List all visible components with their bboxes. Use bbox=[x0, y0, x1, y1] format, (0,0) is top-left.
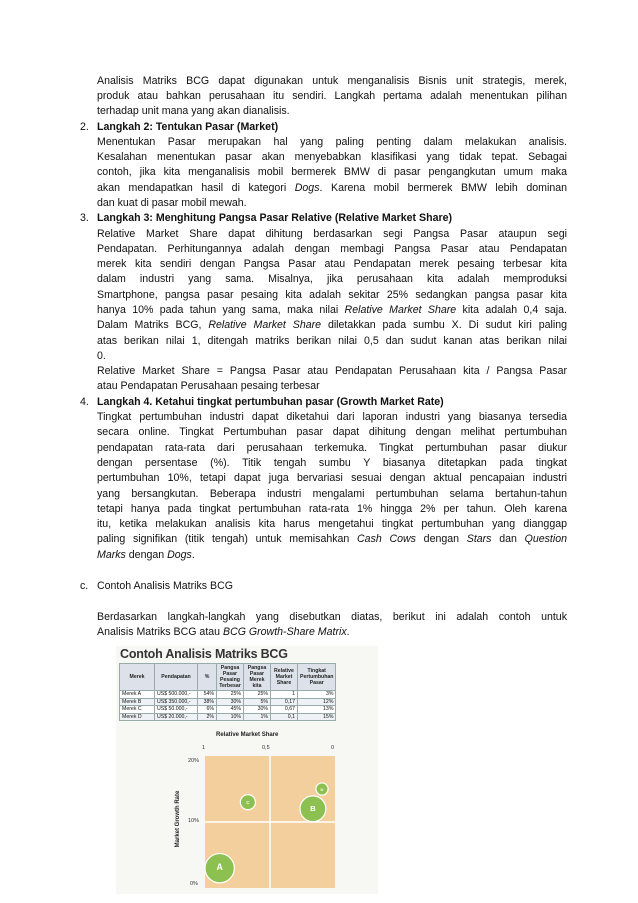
step3-line-5: Smartphone, pangsa pasar pesaing kita adalah sekitar 25% sedangkan pangsa pasar kita bbox=[97, 289, 567, 301]
step3-line-9: 0. bbox=[97, 350, 106, 362]
table-cell: 12% bbox=[298, 698, 336, 706]
step3-formula-line-2: atau Pendapatan Perusahaan pesaing terbesar bbox=[97, 380, 320, 392]
column-header: Tingkat Pertumbuhan Pasar bbox=[298, 664, 336, 691]
section-c-paragraph-line-1: Berdasarkan langkah-langkah yang disebutkan diatas, berikut ini adalah contoh untuk bbox=[97, 611, 567, 623]
y-axis-label: Market Growth Rate bbox=[175, 790, 181, 848]
table-row bbox=[120, 713, 336, 721]
figure-title: Contoh Analisis Matriks BCG bbox=[120, 647, 288, 661]
table-cell: 45% bbox=[217, 706, 244, 714]
table-cell: 6% bbox=[198, 706, 217, 714]
table-cell: US$ 350.000,- bbox=[155, 698, 198, 706]
table-cell: Merek B bbox=[120, 698, 155, 706]
step4-line-10: Marks dengan Dogs. bbox=[97, 549, 195, 561]
column-header: Pendapatan bbox=[155, 664, 198, 691]
bubble-label-c: C bbox=[246, 800, 250, 806]
table-cell: 1 bbox=[271, 691, 298, 699]
step4-heading: Langkah 4. Ketahui tingkat pertumbuhan pasar (Growth Market Rate) bbox=[97, 396, 444, 408]
column-header: Merek bbox=[120, 664, 155, 691]
table-cell: 2% bbox=[198, 713, 217, 721]
x-tick-0-5: 0,5 bbox=[262, 745, 270, 751]
intro-line-2: produk atau bahkan perusahaan itu sendiri. Langkah pertama adalah menentukan pilihan bbox=[97, 90, 567, 102]
table-cell: 10% bbox=[217, 713, 244, 721]
step4-line-4: dengan persentase (%). Titik tengah sumbu Y biasanya ditetapkan pada tingkat bbox=[97, 457, 567, 469]
step3-line-7: Dalam Matriks BCG, Relative Market Share diletakkan pada sumbu X. Di sudut kiri paling bbox=[97, 319, 567, 331]
step4-line-7: tetapi hanya pada tingkat pertumbuhan rata-rata 1% hingga 2% per tahun. Oleh karena bbox=[97, 503, 567, 515]
step3-line-2: Pendapatan. Perhitungannya adalah dengan membagi Pangsa Pasar atau Pendapatan bbox=[97, 243, 567, 255]
table-cell: 15% bbox=[298, 713, 336, 721]
y-tick-20: 20% bbox=[188, 758, 200, 764]
step4-line-8: itu, ketika melakukan analisis kita harus mengetahui tingkat pertumbuhan yang dianggap bbox=[97, 518, 567, 530]
table-cell: Merek C bbox=[120, 706, 155, 714]
bubble-label-a: A bbox=[216, 862, 223, 873]
table-cell: 0,67 bbox=[271, 706, 298, 714]
column-header: Pangsa Pasar Merek kita bbox=[244, 664, 271, 691]
table-cell: 13% bbox=[298, 706, 336, 714]
step2-heading: Langkah 2: Tentukan Pasar (Market) bbox=[97, 121, 279, 133]
table-header-row bbox=[120, 664, 336, 691]
step3-line-6: hanya 10% pada tahun yang sama, maka nilai Relative Market Share kita adalah 0,4 saja. bbox=[97, 304, 567, 316]
table-cell: US$ 500.000,- bbox=[155, 691, 198, 699]
bubble-label-b: B bbox=[310, 803, 316, 813]
step4-line-6: yang bersangkutan. Beberapa industri mengalami pertumbuhan selama bertahun-tahun bbox=[97, 488, 567, 500]
x-tick-0: 0 bbox=[331, 745, 335, 751]
step4-line-3: pendapatan rata-rata dari perusahaan terkemuka. Tingkat pertumbuhan pasar diukur bbox=[97, 442, 567, 454]
step2-line-1: Menentukan Pasar merupakan hal yang paling penting dalam melakukan analisis. bbox=[97, 136, 567, 148]
table-row bbox=[120, 706, 336, 714]
table-cell: 0,1 bbox=[271, 713, 298, 721]
table-cell: Merek A bbox=[120, 691, 155, 699]
table-cell: 1% bbox=[244, 713, 271, 721]
intro-line-3: terhadap unit mana yang akan dianalisis. bbox=[97, 105, 290, 117]
step2-number: 2. bbox=[80, 121, 89, 133]
table-cell: 3% bbox=[298, 691, 336, 699]
table-cell: 5% bbox=[244, 698, 271, 706]
step2-line-4: akan mendapatkan hasil di kategori Dogs. Karena mobil bermerek BMW lebih dominan bbox=[97, 182, 568, 194]
step2-line-3: contoh, jika kita menganalisis mobil bermerek BMW di pasar pengangkutan umum maka bbox=[97, 166, 567, 178]
step2-line-5: dan kuat di pasar mobil mewah. bbox=[97, 197, 247, 209]
bcg-data-table bbox=[119, 663, 336, 721]
column-header: Relative Market Share bbox=[271, 664, 298, 691]
table-cell: 25% bbox=[244, 691, 271, 699]
column-header: Pangsa Pasar Pesaing Terbesar bbox=[217, 664, 244, 691]
bubble-label-d: D bbox=[320, 787, 324, 792]
section-c-heading: Contoh Analisis Matriks BCG bbox=[97, 580, 234, 592]
bcg-example-figure bbox=[116, 646, 378, 894]
step4-number: 4. bbox=[80, 396, 89, 408]
section-c-paragraph-line-2: Analisis Matriks BCG atau BCG Growth-Share Matrix. bbox=[97, 626, 350, 638]
table-cell: 38% bbox=[198, 698, 217, 706]
step4-line-1: Tingkat pertumbuhan industri dapat diketahui dari laporan industri yang biasanya tersedia bbox=[97, 411, 567, 423]
step3-line-3: merek kita sendiri dengan Pangsa Pasar atau Pendapatan merek pesaing terbesar kita bbox=[97, 258, 567, 270]
table-cell: US$ 20.000,- bbox=[155, 713, 198, 721]
step3-line-4: dalam industri yang sama. Misalnya, jika perusahaan kita adalah memproduksi bbox=[97, 273, 567, 285]
intro-line-1: Analisis Matriks BCG dapat digunakan untuk menganalisis Bisnis unit strategis, merek, bbox=[97, 75, 567, 87]
x-tick-1: 1 bbox=[202, 745, 206, 751]
table-row bbox=[120, 698, 336, 706]
step2-line-2: Kesalahan menentukan pasar akan menyebabkan klasifikasi yang tidak tepat. Sebagai bbox=[97, 151, 567, 163]
section-c-letter: c. bbox=[80, 580, 89, 592]
step3-line-8: atas berikan nilai 1, ditengah matriks berikan nilai 0,5 dan sudut kanan atas berikan nilai bbox=[97, 335, 567, 347]
table-cell: 54% bbox=[198, 691, 217, 699]
table-cell: 0,17 bbox=[271, 698, 298, 706]
table-row bbox=[120, 691, 336, 699]
y-tick-10: 10% bbox=[188, 818, 200, 824]
table-cell: 30% bbox=[244, 706, 271, 714]
step4-line-5: pertumbuhan 10%, tetapi dapat juga bervariasi sesuai dengan aktual pencapaian industri bbox=[97, 472, 567, 484]
step3-number: 3. bbox=[80, 212, 89, 224]
bcg-matrix bbox=[205, 756, 335, 888]
x-axis-label: Relative Market Share bbox=[216, 732, 279, 738]
step3-line-1: Relative Market Share dapat dihitung berdasarkan segi Pangsa Pasar ataupun segi bbox=[97, 228, 567, 240]
table-cell: Merek D bbox=[120, 713, 155, 721]
column-header: % bbox=[198, 664, 217, 691]
step3-heading: Langkah 3: Menghitung Pangsa Pasar Relative (Relative Market Share) bbox=[97, 212, 452, 224]
step4-line-9: paling signifikan (titik tengah) untuk memisahkan Cash Cows dengan Stars dan Question bbox=[97, 533, 567, 545]
table-cell: 30% bbox=[217, 698, 244, 706]
step4-line-2: secara online. Tingkat Pertumbuhan pasar dapat dihitung dengan melihat pertumbuhan bbox=[97, 426, 567, 438]
table-cell: US$ 50.000,- bbox=[155, 706, 198, 714]
y-tick-0: 0% bbox=[190, 881, 198, 887]
table-cell: 25% bbox=[217, 691, 244, 699]
step3-formula-line-1: Relative Market Share = Pangsa Pasar atau Pendapatan Perusahaan kita / Pangsa Pasar bbox=[97, 365, 567, 377]
